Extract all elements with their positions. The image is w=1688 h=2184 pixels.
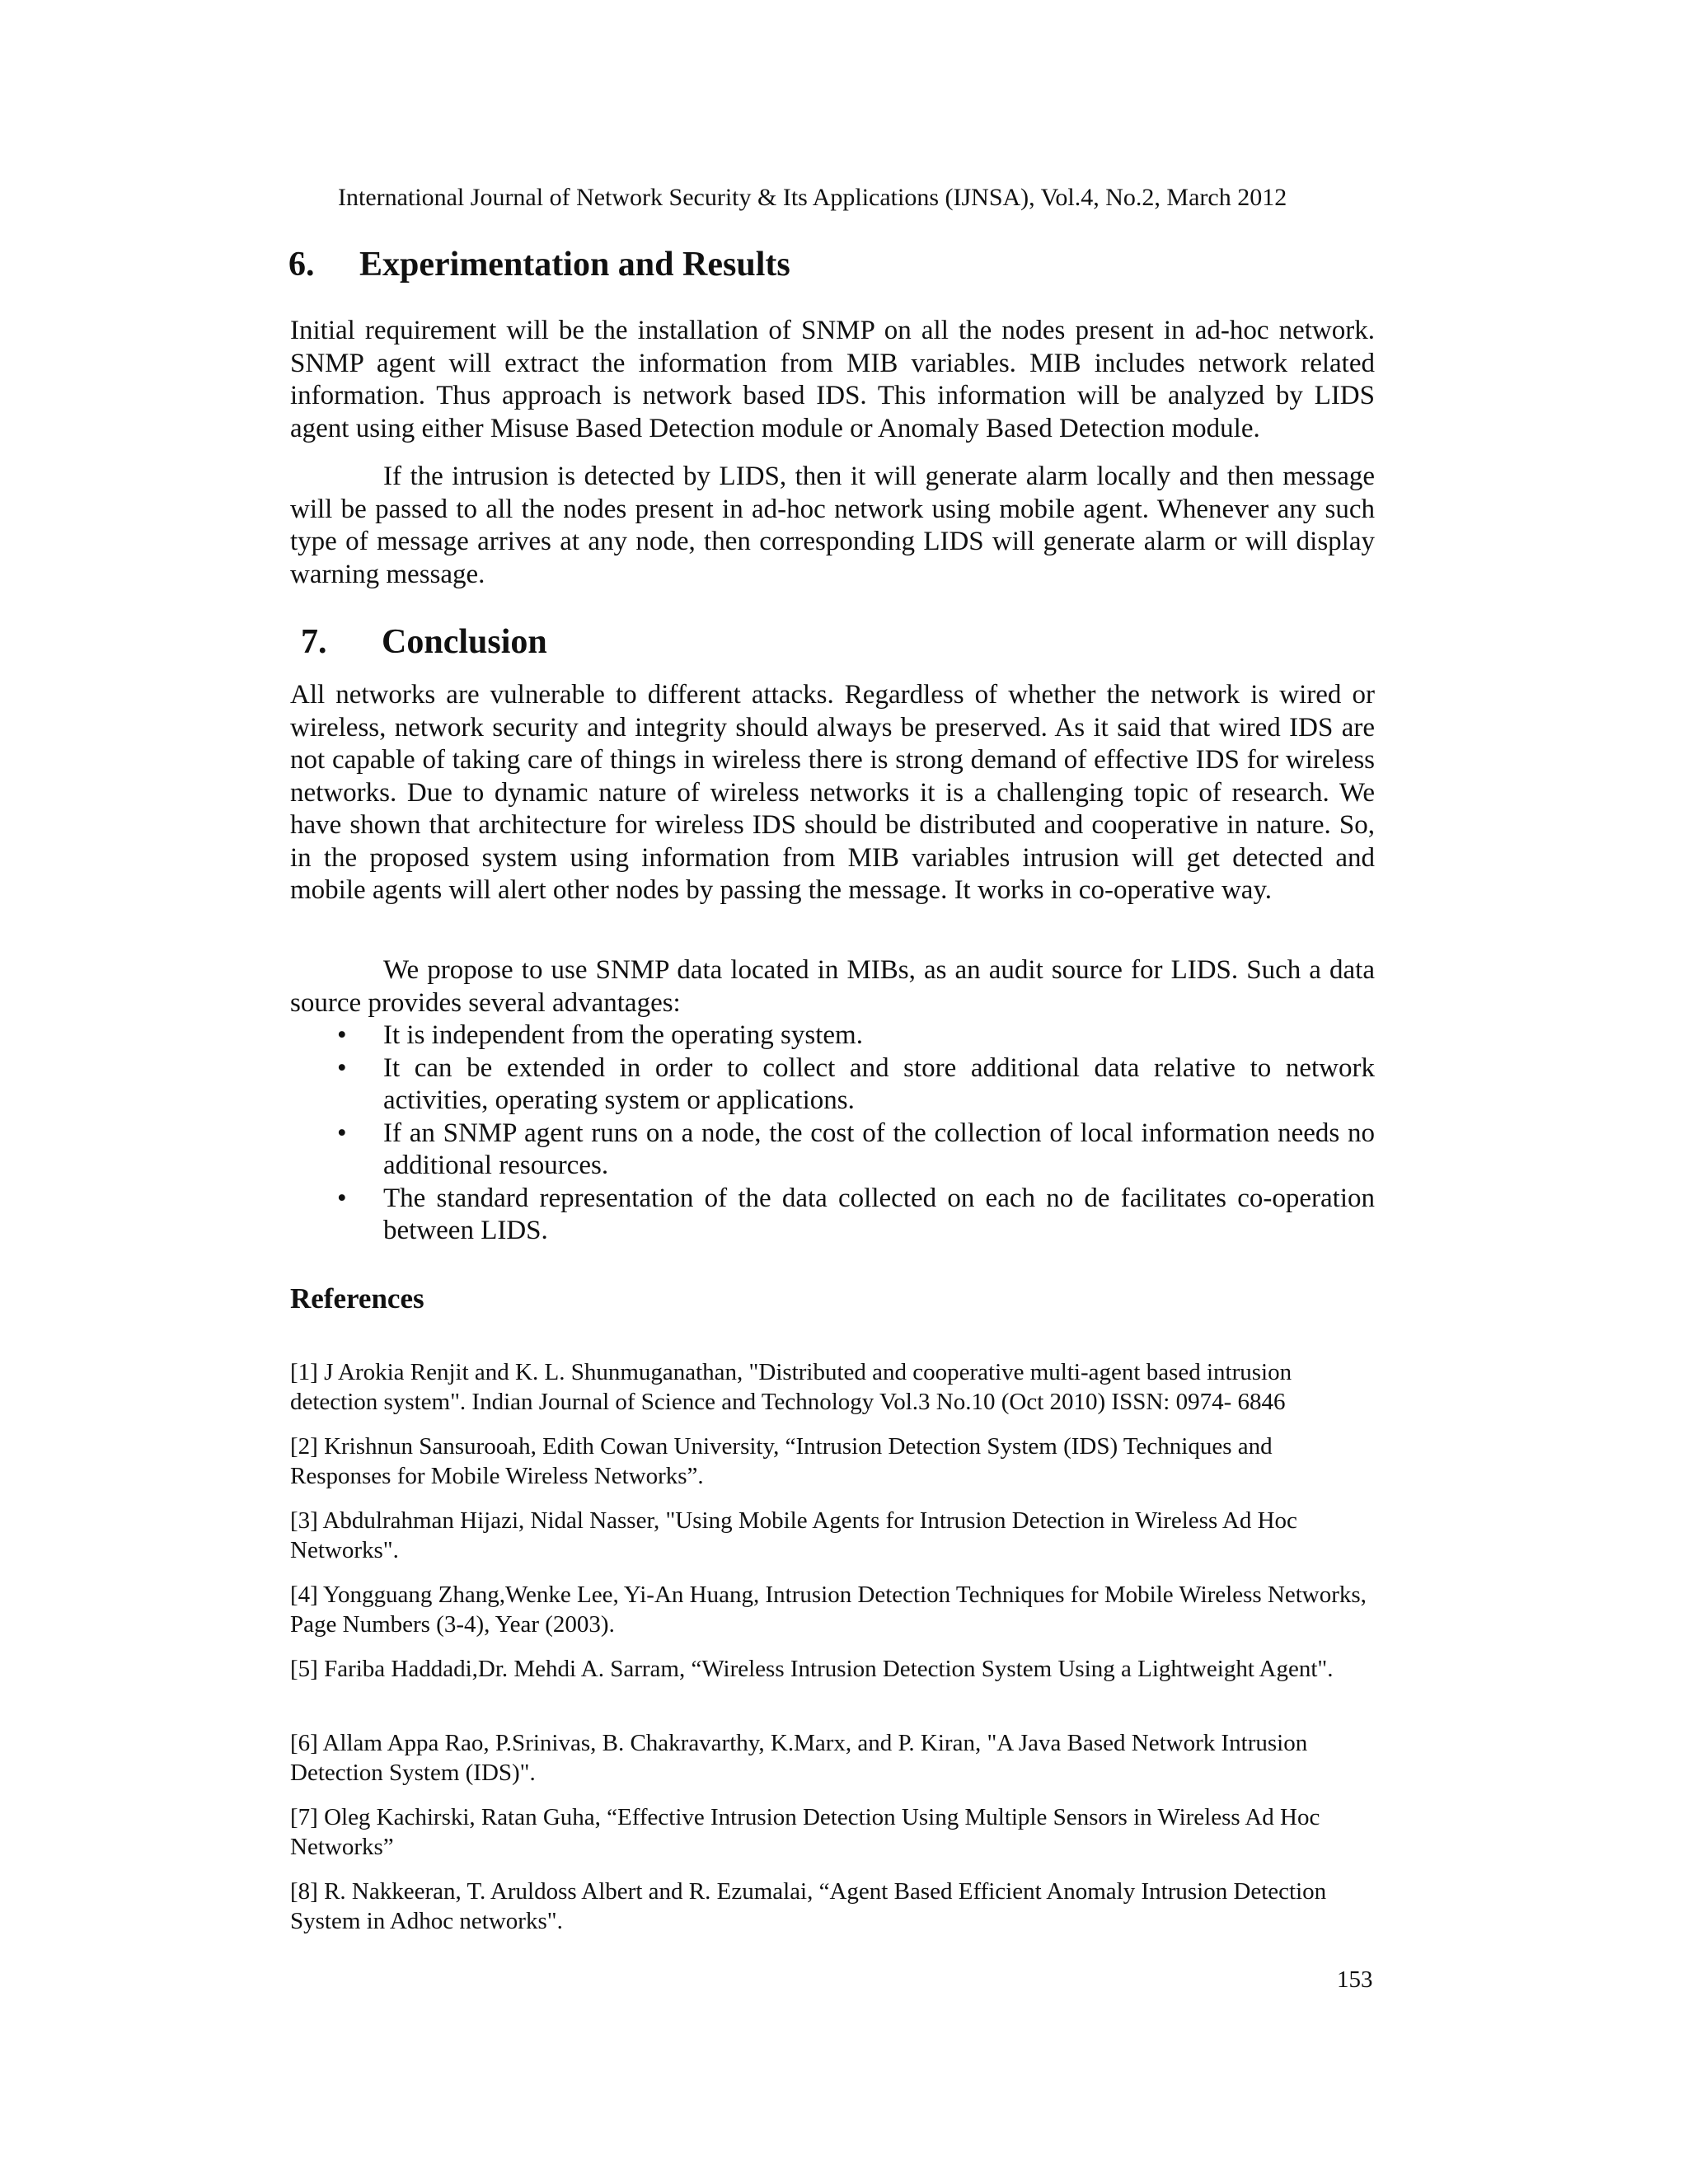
reference-item: [5] Fariba Haddadi,Dr. Mehdi A. Sarram, “Wireless Intrusion Detection System Using a Lightweight Agent". — [290, 1656, 1334, 1682]
list-item-text: The standard representation of the data collected on each no de facilitates co-operation between LIDS. — [383, 1183, 1375, 1245]
bullet-icon: • — [337, 1183, 347, 1213]
section-7-paragraph-2: We propose to use SNMP data located in MIBs, as an audit source for LIDS. Such a data source provides several advantages: — [290, 955, 1375, 1018]
section-6-number: 6. — [288, 246, 315, 284]
reference-item: [8] R. Nakkeeran, T. Aruldoss Albert and R. Ezumalai, “Agent Based Efficient Anomaly Intrusion Detection System in Adhoc networks". — [290, 1878, 1327, 1934]
reference-item: [1] J Arokia Renjit and K. L. Shunmuganathan, "Distributed and cooperative multi-agent based intrusion detection system". Indian Journal of Science and Technology Vol.3 No.10 (Oct 2010) ISSN: 0974- 6846 — [290, 1359, 1292, 1415]
reference-item: [3] Abdulrahman Hijazi, Nidal Nasser, "Using Mobile Agents for Intrusion Detection in Wireless Ad Hoc Networks". — [290, 1507, 1297, 1563]
running-header: International Journal of Network Security & Its Applications (IJNSA), Vol.4, No.2, March 2012 — [338, 184, 1287, 211]
bullet-icon: • — [337, 1020, 347, 1050]
reference-item: [2] Krishnun Sansurooah, Edith Cowan University, “Intrusion Detection System (IDS) Techniques and Responses for Mobile Wireless Networks”. — [290, 1433, 1273, 1489]
list-item — [290, 1183, 1375, 1248]
bullet-icon: • — [337, 1052, 347, 1083]
section-7-paragraph-1: All networks are vulnerable to different attacks. Regardless of whether the network is wired or wireless, network security and integrity should always be preserved. As it said that wired IDS are not capable of taking care of things in wireless there is strong demand of effective IDS for wireless networks. Due to dynamic nature of wireless networks it is a challenging topic of research. We have shown that architecture for wireless IDS should be distributed and cooperative in nature. So, in the proposed system using information from MIB variables intrusion will get detected and mobile agents will alert other nodes by passing the message. It works in co-operative way. — [290, 680, 1375, 905]
list-item-text: If an SNMP agent runs on a node, the cost of the collection of local information needs no additional resources. — [383, 1118, 1375, 1180]
reference-item: [7] Oleg Kachirski, Ratan Guha, “Effective Intrusion Detection Using Multiple Sensors in Wireless Ad Hoc Networks” — [290, 1804, 1320, 1860]
section-7-title: Conclusion — [382, 623, 547, 661]
list-item — [290, 1118, 1375, 1183]
reference-item: [6] Allam Appa Rao, P.Srinivas, B. Chakravarthy, K.Marx, and P. Kiran, "A Java Based Network Intrusion Detection System (IDS)". — [290, 1730, 1308, 1786]
section-6-paragraph-1: Initial requirement will be the installation of SNMP on all the nodes present in ad-hoc network. SNMP agent will extract the information from MIB variables. MIB includes network related information. Thus approach is network based IDS. This information will be analyzed by LIDS agent using either Misuse Based Detection module or Anomaly Based Detection module. — [290, 316, 1375, 443]
references-heading: References — [290, 1282, 424, 1315]
list-item-text: It can be extended in order to collect and store additional data relative to network activities, operating system or applications. — [383, 1052, 1375, 1115]
bullet-icon: • — [337, 1118, 347, 1148]
advantages-list — [290, 1019, 1375, 1248]
section-6-heading — [288, 244, 790, 285]
list-item — [290, 1019, 1375, 1052]
reference-item: [4] Yongguang Zhang,Wenke Lee, Yi-An Huang, Intrusion Detection Techniques for Mobile Wireless Networks, Page Numbers (3-4), Year (2003). — [290, 1582, 1367, 1638]
list-item-text: It is independent from the operating system. — [383, 1020, 863, 1050]
section-7-number: 7. — [301, 623, 327, 661]
list-item — [290, 1052, 1375, 1118]
section-6-paragraph-2: If the intrusion is detected by LIDS, then it will generate alarm locally and then message will be passed to all the nodes present in ad-hoc network using mobile agent. Whenever any such type of message arrives at any node, then corresponding LIDS will generate alarm or will display warning message. — [290, 462, 1375, 589]
page-number: 153 — [1337, 1966, 1373, 1993]
section-7-heading — [301, 621, 547, 663]
section-6-title: Experimentation and Results — [359, 246, 790, 284]
